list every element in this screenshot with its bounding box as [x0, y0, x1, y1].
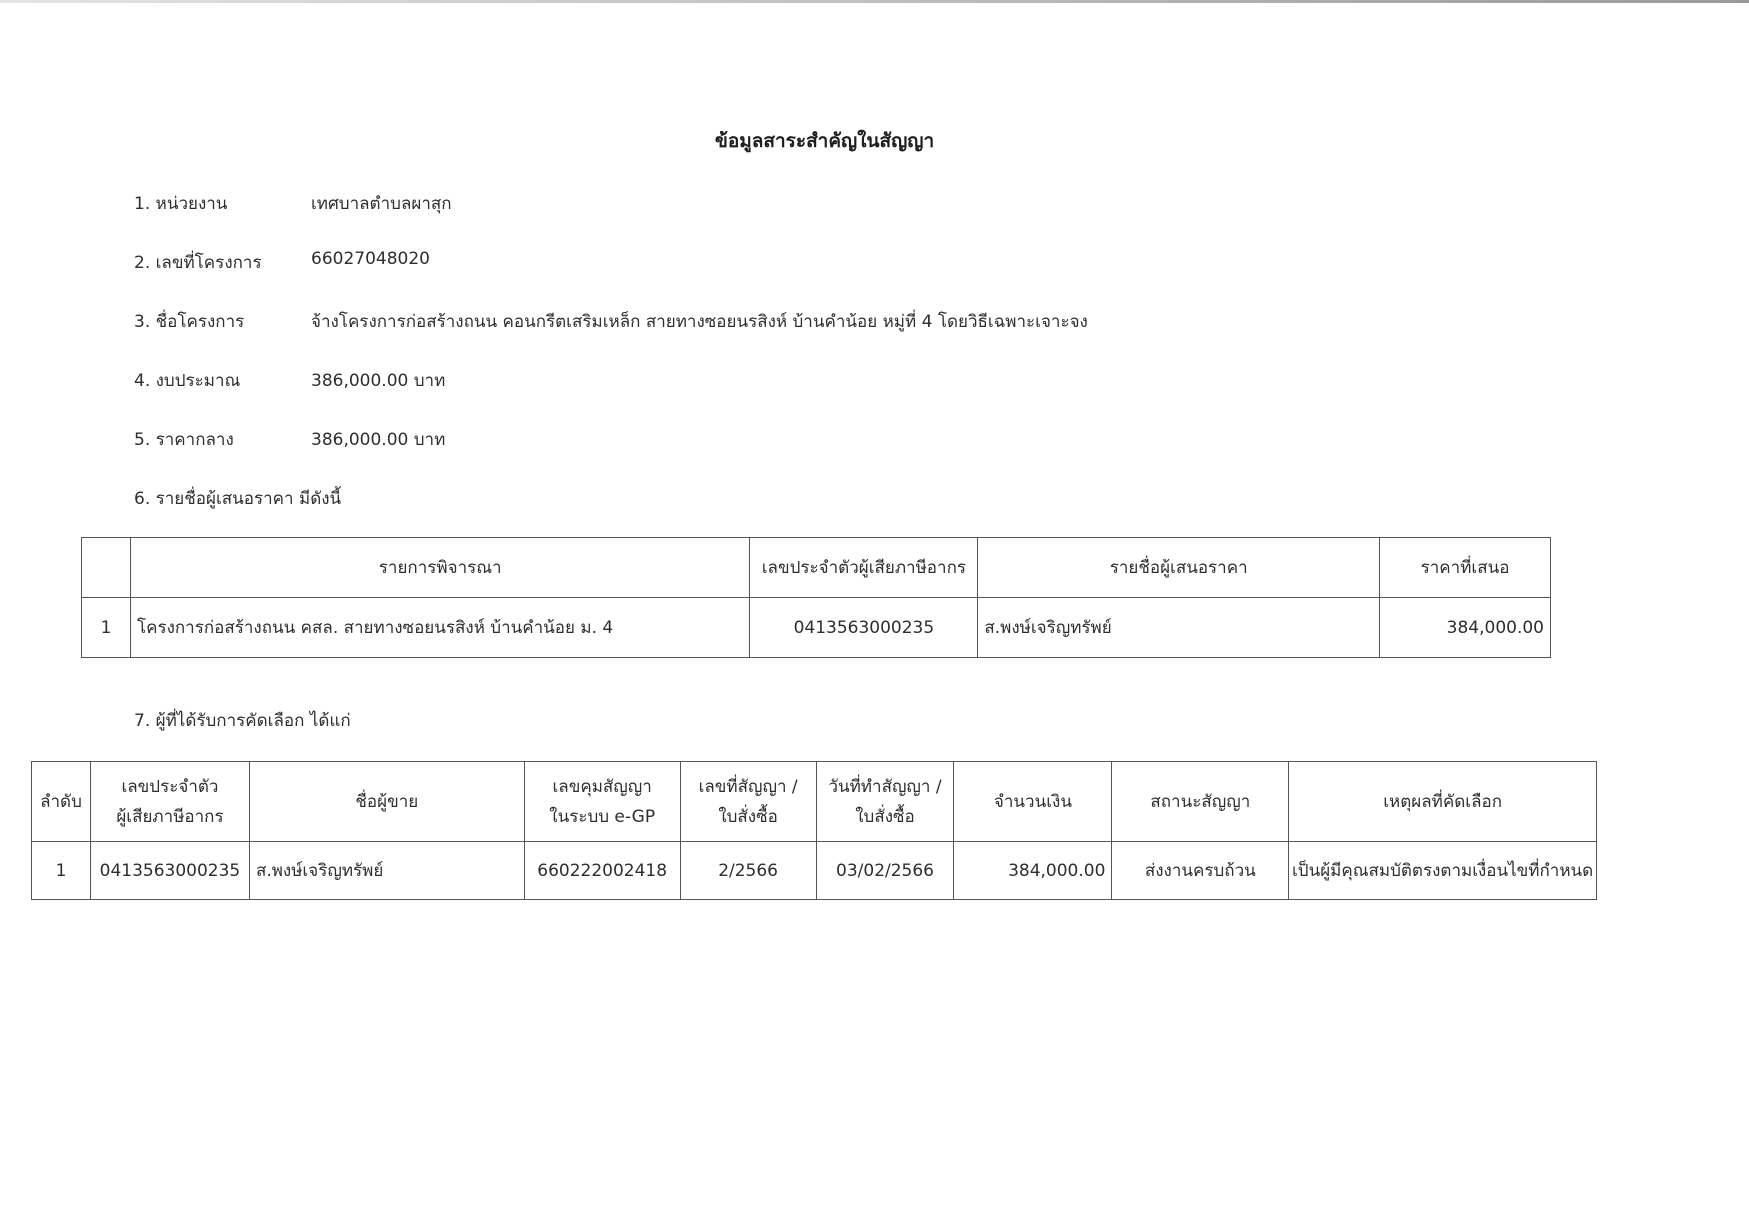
header-line: ลำดับ [40, 791, 82, 812]
header-cell [90, 762, 249, 842]
field-value: 386,000.00 บาท [311, 430, 446, 450]
header-cell [249, 762, 524, 842]
table-cell: 0413563000235 [90, 842, 249, 900]
table-cell: โครงการก่อสร้างถนน คสล. สายทางซอยนรสิงห์ บ้านคำน้อย ม. 4 [130, 598, 749, 658]
header-line: เลขคุมสัญญา [552, 776, 652, 797]
header-line: ชื่อผู้ขาย [355, 791, 419, 812]
document-title: ข้อมูลสาระสำคัญในสัญญา [714, 130, 935, 152]
header-line: ผู้เสียภาษีอากร [116, 806, 224, 827]
header-cell [1112, 762, 1289, 842]
header-line: สถานะสัญญา [1150, 791, 1251, 812]
header-line: เลขประจำตัว [121, 776, 219, 797]
header-line: ใบสั่งซื้อ [855, 806, 915, 827]
table-header-row [32, 762, 1597, 842]
header-line: ในระบบ e-GP [549, 806, 656, 827]
table-row [32, 842, 1597, 900]
field-value: 386,000.00 บาท [311, 371, 446, 391]
field-label: 1. หน่วยงาน [134, 194, 228, 214]
header-cell [32, 762, 91, 842]
header-cell: ราคาที่เสนอ [1380, 538, 1551, 598]
section-label: 7. ผู้ที่ได้รับการคัดเลือก ได้แก่ [134, 711, 351, 731]
table-cell: 1 [32, 842, 91, 900]
winner-table [31, 761, 1597, 900]
section-label: 6. รายชื่อผู้เสนอราคา มีดังนี้ [134, 489, 342, 509]
table-header-row [82, 538, 1551, 598]
table-cell: ส่งงานครบถ้วน [1112, 842, 1289, 900]
header-cell [680, 762, 816, 842]
field-label: 2. เลขที่โครงการ [134, 253, 262, 273]
table-cell: 1 [82, 598, 131, 658]
table-cell: 384,000.00 [954, 842, 1112, 900]
header-line: วันที่ทำสัญญา / [828, 776, 942, 797]
header-cell [82, 538, 131, 598]
table-row [82, 598, 1551, 658]
table-cell: เป็นผู้มีคุณสมบัติตรงตามเงื่อนไขที่กำหนด [1289, 842, 1597, 900]
header-line: ใบสั่งซื้อ [718, 806, 778, 827]
field-value: จ้างโครงการก่อสร้างถนน คอนกรีตเสริมเหล็ก สายทางซอยนรสิงห์ บ้านคำน้อย หมู่ที่ 4 โดยวิธีเฉพาะเจาะจง [311, 312, 1088, 332]
field-value: 66027048020 [311, 249, 430, 269]
table-cell: ส.พงษ์เจริญทรัพย์ [249, 842, 524, 900]
field-label: 5. ราคากลาง [134, 430, 234, 450]
bidders-table [81, 537, 1551, 658]
header-cell: เลขประจำตัวผู้เสียภาษีอากร [750, 538, 978, 598]
table-cell: 660222002418 [524, 842, 680, 900]
header-line: เหตุผลที่คัดเลือก [1383, 791, 1503, 812]
header-cell [954, 762, 1112, 842]
field-label: 3. ชื่อโครงการ [134, 312, 245, 332]
header-line: เลขที่สัญญา / [698, 776, 798, 797]
table-cell: 03/02/2566 [816, 842, 954, 900]
header-line: จำนวนเงิน [993, 791, 1072, 812]
table-cell: 2/2566 [680, 842, 816, 900]
table-cell: ส.พงษ์เจริญทรัพย์ [978, 598, 1380, 658]
header-cell [1289, 762, 1597, 842]
field-value: เทศบาลตำบลผาสุก [311, 194, 452, 214]
header-cell: รายการพิจารณา [130, 538, 749, 598]
header-cell [524, 762, 680, 842]
table-cell: 0413563000235 [750, 598, 978, 658]
header-cell [816, 762, 954, 842]
header-cell: รายชื่อผู้เสนอราคา [978, 538, 1380, 598]
page-top-edge [0, 0, 1749, 3]
table-cell: 384,000.00 [1380, 598, 1551, 658]
field-label: 4. งบประมาณ [134, 371, 241, 391]
